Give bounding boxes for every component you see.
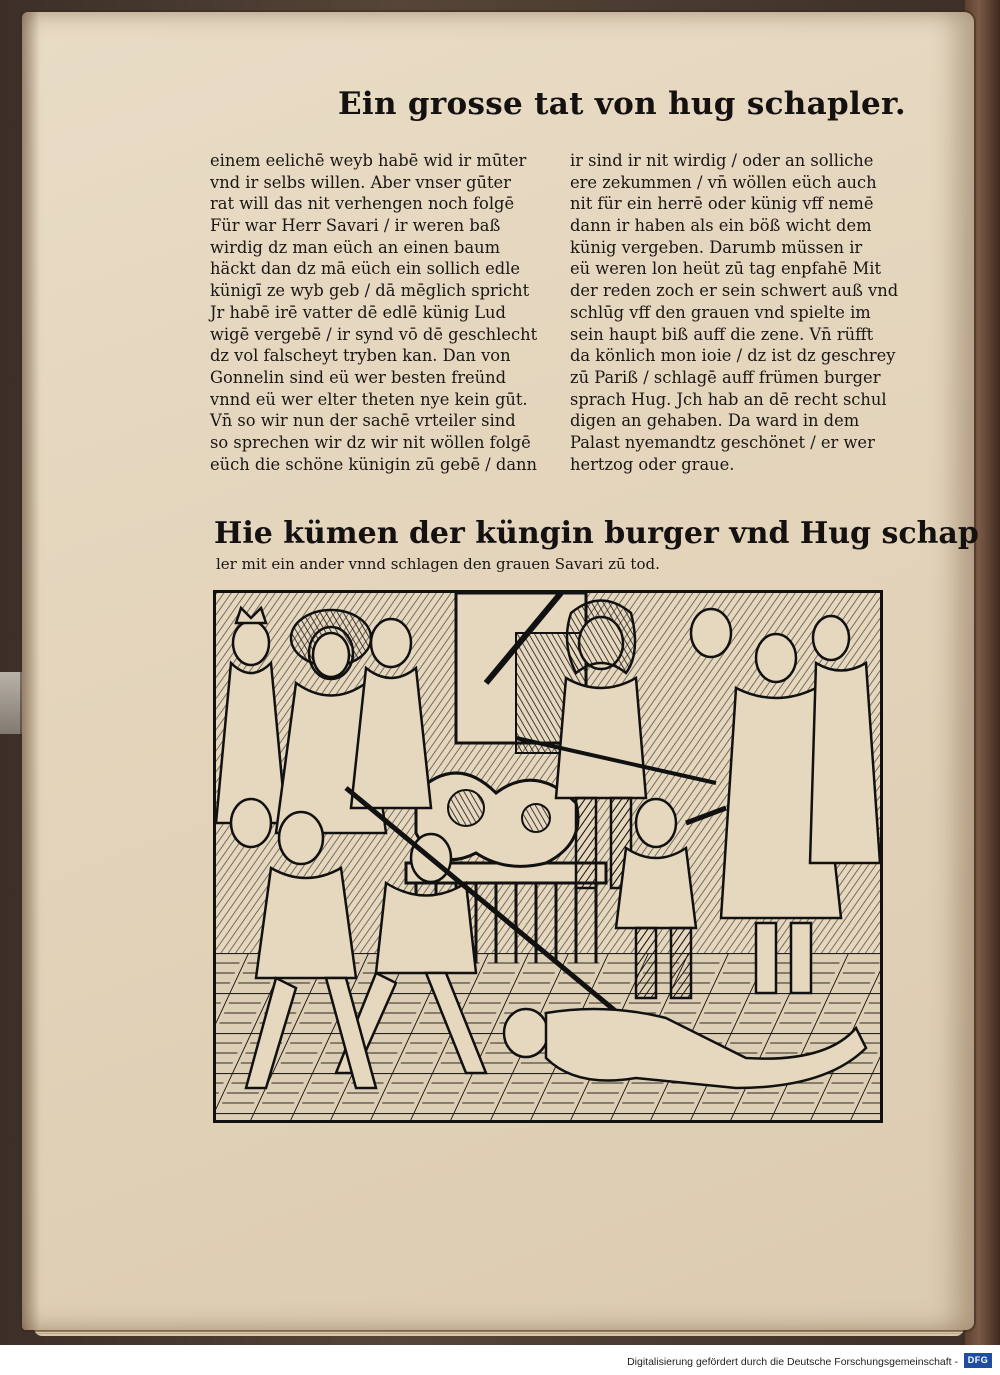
left-column-line: eüch die schöne künigin zū gebē / dann — [210, 454, 538, 474]
right-column-line: digen an gehaben. Da ward in dem — [570, 411, 860, 431]
left-column-line: rat will das nit verhengen noch folgē — [210, 194, 515, 214]
left-column-line: vnnd eü wer elter theten nye kein gūt. — [210, 389, 528, 409]
right-column-line: dann ir haben als ein böß wicht dem — [570, 216, 872, 236]
left-column-line: Vn̄ so wir nun der sachē vrteiler sind — [210, 411, 516, 431]
text-column-left — [210, 150, 545, 475]
right-column-line: hertzog oder graue. — [570, 454, 735, 474]
right-column-line: eü weren lon heüt zū tag enpfahē Mit — [570, 259, 882, 279]
left-column-line: künigī ze wyb geb / dā mēglich spricht — [210, 281, 530, 301]
page-heading: Ein grosse tat von hug schapler. — [338, 86, 906, 122]
left-column-line: so sprechen wir dz wir nit wöllen folgē — [210, 432, 531, 452]
right-column-line: zū Pariß / schlagē auff frümen burger — [570, 367, 881, 387]
right-column-line: schlūg vff den grauen vnd spielte im — [570, 302, 871, 322]
right-column-line: ere zekummen / vn̄ wöllen eüch auch — [570, 172, 877, 192]
left-column-line: dz vol falscheyt tryben kan. Dan von — [210, 346, 511, 366]
left-column-line: wirdig dz man eüch an einen baum — [210, 237, 501, 257]
left-column-line: vnd ir selbs willen. Aber vnser gūter — [210, 172, 511, 192]
right-column-line: sein haupt biß auff die zene. Vn̄ rüfft — [570, 324, 874, 344]
right-column-line: nit für ein herrē oder künig vff nemē — [570, 194, 874, 214]
funding-notice: Digitalisierung gefördert durch die Deutsche Forschungsgemeinschaft - — [627, 1356, 958, 1368]
woodcut-illustration — [213, 590, 883, 1123]
left-column-line: wigē vergebē / ir synd vō dē geschlecht — [210, 324, 538, 344]
woodcut-caption-subtitle: ler mit ein ander vnnd schlagen den grauen Savari zū tod. — [216, 555, 660, 573]
right-column-line: der reden zoch er sein schwert auß vnd — [570, 281, 899, 301]
left-column-line: Gonnelin sind eü wer besten freünd — [210, 367, 507, 387]
right-column-line: künig vergeben. Darumb müssen ir — [570, 237, 863, 257]
left-column-line: Für war Herr Savari / ir weren baß — [210, 216, 501, 236]
left-column-line: häckt dan dz mā eüch ein sollich edle — [210, 259, 521, 279]
woodcut-drawing — [216, 593, 880, 1120]
dfg-logo: DFG — [964, 1353, 992, 1368]
right-column-line: da könlich mon ioie / dz ist dz geschrey — [570, 346, 896, 366]
right-column-line: ir sind ir nit wirdig / oder an solliche — [570, 151, 874, 170]
gutter-shadow — [22, 12, 40, 1330]
left-column-line: Jr habē irē vatter dē edlē künig Lud — [210, 302, 506, 322]
right-column-line: sprach Hug. Jch hab an dē recht schul — [570, 389, 887, 409]
text-column-right — [570, 150, 899, 475]
woodcut-caption-title: Hie kümen der küngin burger vnd Hug schap — [214, 516, 979, 551]
right-column-line: Palast nyemandtz geschönet / er wer — [570, 432, 875, 452]
left-column-line: einem eelichē weyb habē wid ir mūter — [210, 151, 527, 170]
